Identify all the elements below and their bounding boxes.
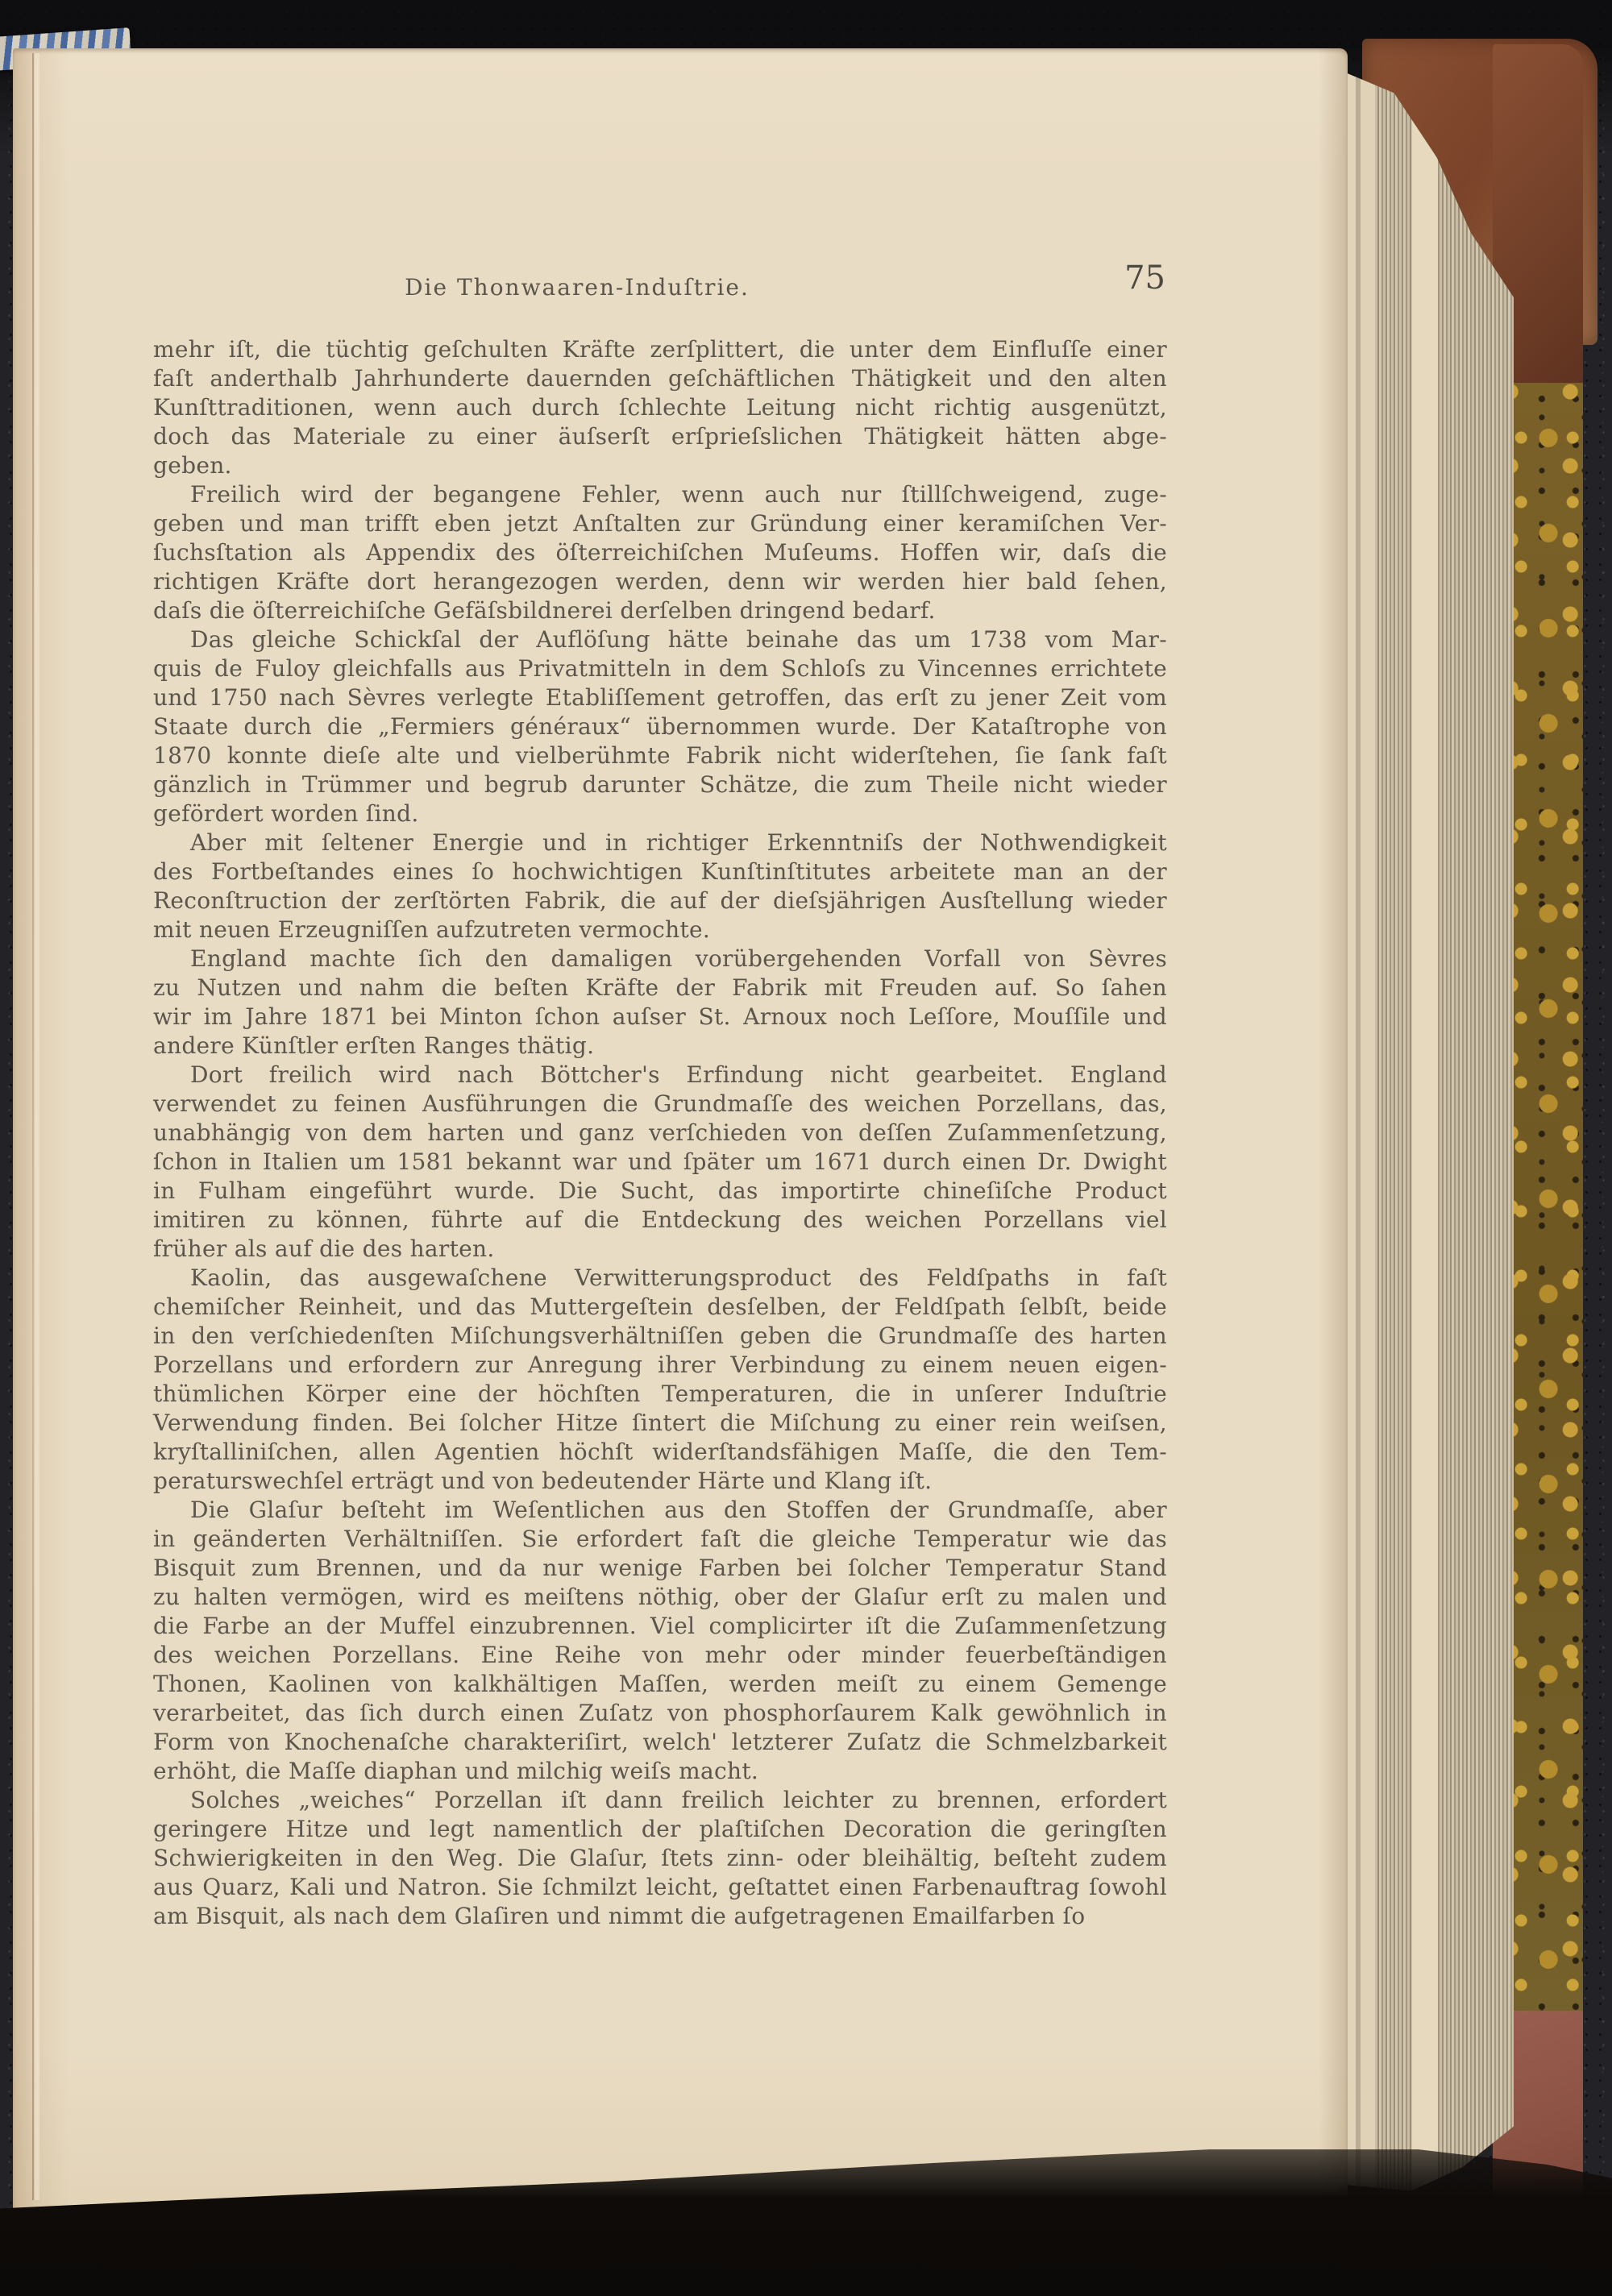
- text-line: verarbeitet, das ſich durch einen Zuſatz von phosphorſaurem Kalk gewöhnlich in: [153, 1700, 1167, 1726]
- text-line: Kunſttraditionen, wenn auch durch ſchlechte Leitung nicht richtig ausgenützt,: [153, 394, 1167, 421]
- text-line: des weichen Porzellans. Eine Reihe von mehr oder minder feuerbeſtändigen: [153, 1642, 1167, 1668]
- text-line: thümlichen Körper eine der höchſten Temperaturen, die in unſerer Induſtrie: [153, 1381, 1167, 1407]
- text-line: Solches „weiches“ Porzellan iſt dann freilich leichter zu brennen, erfordert: [190, 1787, 1167, 1813]
- text-line: die Farbe an der Muffel einzubrennen. Viel complicirter iſt die Zuſammenſetzung: [153, 1613, 1167, 1639]
- text-line: zu halten vermögen, wird es meiſtens nöthig, ober der Glaſur erſt zu malen und: [153, 1584, 1167, 1610]
- text-line: andere Künſtler erſten Ranges thätig.: [153, 1032, 595, 1059]
- text-line: Dort freilich wird nach Böttcher's Erfindung nicht gearbeitet. England: [190, 1061, 1167, 1088]
- text-line: ſchon in Italien um 1581 bekannt war und ſpäter um 1671 durch einen Dr. Dwight: [153, 1148, 1167, 1175]
- text-line: Reconſtruction der zerſtörten Fabrik, die auf der dieſsjährigen Ausſtellung wieder: [153, 887, 1167, 914]
- text-line: Verwendung finden. Bei ſolcher Hitze ſintert die Miſchung zu einer rein weiſsen,: [153, 1410, 1167, 1436]
- text-line: faſt anderthalb Jahrhunderte dauernden geſchäftlichen Thätigkeit und den alten: [153, 365, 1167, 392]
- text-block: [153, 335, 1167, 1931]
- text-line: geben.: [153, 452, 232, 479]
- text-line: mehr iſt, die tüchtig geſchulten Kräfte zerſplittert, die unter dem Einfluſſe einer: [153, 336, 1167, 363]
- text-line: Form von Knochenaſche charakteriſirt, welch' letzterer Zuſatz die Schmelzbarkeit: [153, 1729, 1167, 1755]
- text-line: Die Glaſur beſteht im Weſentlichen aus den Stoffen der Grundmaſſe, aber: [190, 1497, 1167, 1523]
- text-line: daſs die öſterreichiſche Gefäſsbildnerei derſelben dringend bedarf.: [153, 597, 936, 624]
- text-line: Porzellans und erfordern zur Anregung ihrer Verbindung zu einem neuen eigen-: [153, 1351, 1167, 1378]
- text-line: doch das Materiale zu einer äuſserſt erſprieſslichen Thätigkeit hätten abge-: [153, 423, 1167, 450]
- running-head-title: Die Thonwaaren-Induſtrie.: [405, 274, 750, 301]
- text-line: kryſtalliniſchen, allen Agentien höchſt widerſtandsfähigen Maſſe, die den Tem-: [153, 1439, 1167, 1465]
- text-line: aus Quarz, Kali und Natron. Sie ſchmilzt leicht, geſtattet einen Farbenauftrag ſowohl: [153, 1874, 1167, 1900]
- text-line: früher als auf die des harten.: [153, 1235, 495, 1262]
- text-line: Bisquit zum Brennen, und da nur wenige Farben bei ſolcher Temperatur Stand: [153, 1555, 1167, 1581]
- text-line: zu Nutzen und nahm die beſten Kräfte der Fabrik mit Freuden auf. So ſahen: [153, 974, 1167, 1001]
- text-line: Das gleiche Schickſal der Auflöſung hätte beinahe das um 1738 vom Mar-: [190, 626, 1167, 653]
- text-line: quis de Fuloy gleichfalls aus Privatmitteln in dem Schloſs zu Vincennes errichtete: [153, 655, 1167, 682]
- text-line: geben und man trifft eben jetzt Anſtalten zur Gründung einer keramiſchen Ver-: [153, 510, 1167, 537]
- text-line: ſuchsſtation als Appendix des öſterreichiſchen Muſeums. Hoffen wir, daſs die: [153, 539, 1167, 566]
- text-line: richtigen Kräfte dort herangezogen werden, denn wir werden hier bald ſehen,: [153, 568, 1167, 595]
- text-line: England machte ſich den damaligen vorübergehenden Vorfall von Sèvres: [190, 945, 1167, 972]
- text-line: Aber mit ſeltener Energie und in richtiger Erkenntniſs der Nothwendigkeit: [190, 829, 1167, 856]
- text-line: und 1750 nach Sèvres verlegte Etabliſſement getroffen, das erſt zu jener Zeit vom: [153, 684, 1167, 711]
- text-line: chemiſcher Reinheit, und das Muttergeſtein desſelben, der Feldſpath ſelbſt, beide: [153, 1293, 1167, 1320]
- text-line: gefördert worden ſind.: [153, 800, 419, 827]
- text-line: geringere Hitze und legt namentlich der plaſtiſchen Decoration die geringſten: [153, 1816, 1167, 1842]
- page-stack-fore-edge: [1343, 50, 1514, 2202]
- text-line: am Bisquit, als nach dem Glaſiren und nimmt die aufgetragenen Emailfarben ſo: [153, 1903, 1086, 1929]
- text-line: unabhängig von dem harten und ganz verſchieden von deſſen Zuſammenſetzung,: [153, 1119, 1167, 1146]
- page-number: 75: [1124, 259, 1165, 297]
- text-line: verwendet zu feinen Ausführungen die Grundmaſſe des weichen Porzellans, das,: [153, 1090, 1167, 1117]
- text-line: gänzlich in Trümmer und begrub darunter Schätze, die zum Theile nicht wieder: [153, 771, 1167, 798]
- text-line: erhöht, die Maſſe diaphan und milchig weiſs macht.: [153, 1758, 759, 1784]
- text-line: Thonen, Kaolinen von kalkhältigen Maſſen, werden meiſt zu einem Gemenge: [153, 1671, 1167, 1697]
- text-line: in geänderten Verhältniſſen. Sie erfordert faſt die gleiche Temperatur wie das: [153, 1526, 1167, 1552]
- text-line: Schwierigkeiten in den Weg. Die Glaſur, ſtets zinn- oder bleihältig, beſteht zudem: [153, 1845, 1167, 1871]
- text-line: in den verſchiedenſten Miſchungsverhältniſſen geben die Grundmaſſe des harten: [153, 1322, 1167, 1349]
- text-line: imitiren zu können, führte auf die Entdeckung des weichen Porzellans viel: [153, 1206, 1167, 1233]
- text-line: mit neuen Erzeugniſſen aufzutreten vermochte.: [153, 916, 711, 943]
- text-line: Freilich wird der begangene Fehler, wenn auch nur ſtillſchweigend, zuge-: [190, 481, 1167, 508]
- text-line: peraturswechſel erträgt und von bedeutender Härte und Klang iſt.: [153, 1468, 933, 1494]
- text-line: in Fulham eingeführt wurde. Die Sucht, das importirte chineſiſche Product: [153, 1177, 1167, 1204]
- text-line: wir im Jahre 1871 bei Minton ſchon auſser St. Arnoux noch Leſſore, Mouſſile und: [153, 1003, 1167, 1030]
- book-page: [13, 48, 1348, 2216]
- text-line: Kaolin, das ausgewaſchene Verwitterungsproduct des Feldſpaths in faſt: [190, 1264, 1167, 1291]
- text-line: des Fortbeſtandes eines ſo hochwichtigen Kunſtinſtitutes arbeitete man an der: [153, 858, 1167, 885]
- text-line: Staate durch die „Fermiers généraux“ übernommen wurde. Der Kataſtrophe von: [153, 713, 1167, 740]
- text-line: 1870 konnte dieſe alte und vielberühmte Fabrik nicht widerſtehen, ſie ſank faſt: [153, 742, 1167, 769]
